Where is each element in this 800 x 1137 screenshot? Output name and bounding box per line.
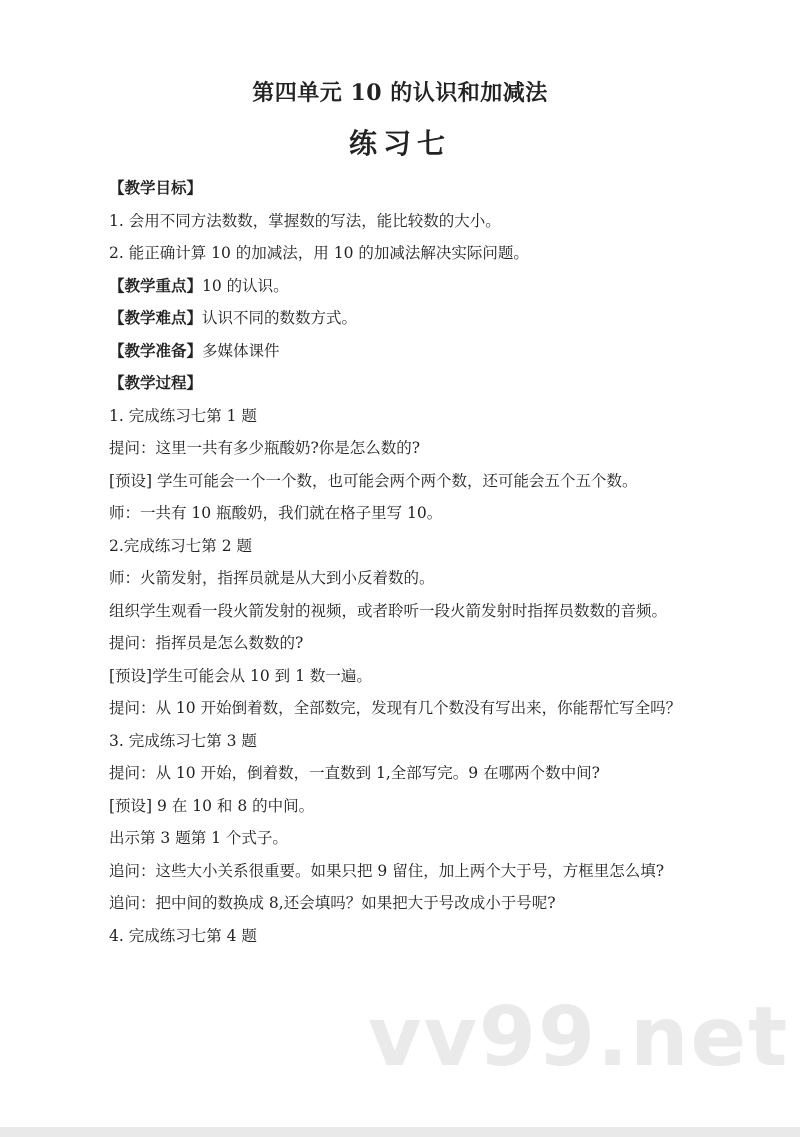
process-line: 组织学生观看一段火箭发射的视频，或者聆听一段火箭发射时指挥员数数的音频。 — [109, 601, 668, 620]
goal-item: 2. 能正确计算 10 的加减法，用 10 的加减法解决实际问题。 — [109, 244, 529, 262]
process-line: 提问：从 10 开始倒着数，全部数完，发现有几个数没有写出来，你能帮忙写全吗？ — [109, 699, 682, 717]
difficulty-label: 【教学难点】 — [109, 308, 203, 327]
process-line: 提问：从 10 开始，倒着数，一直数到 1,全部写完。9 在哪两个数中间? — [109, 764, 600, 782]
lesson-title: 练习七 — [348, 127, 451, 160]
goal-item: 1. 会用不同方法数数，掌握数的写法，能比较数的大小。 — [109, 211, 501, 230]
key-point-text: 10 的认识。 — [202, 276, 289, 295]
watermark: vv99.net — [368, 990, 790, 1085]
process-line: 出示第 3 题第 1 个式子。 — [109, 829, 288, 847]
process-line: 提问：指挥员是怎么数数的? — [109, 634, 304, 652]
process-line: [预设]学生可能会从 10 到 1 数一遍。 — [109, 666, 372, 685]
process-line: [预设] 学生可能会一个一个数，也可能会两个两个数，还可能会五个五个数。 — [109, 471, 638, 490]
preparation-label: 【教学准备】 — [109, 340, 203, 360]
process-line: 2.完成练习七第 2 题 — [109, 536, 253, 555]
process-line: 1. 完成练习七第 1 题 — [109, 406, 257, 425]
document-body — [109, 172, 694, 952]
page-bottom-edge — [0, 1127, 800, 1137]
process-line: 3. 完成练习七第 3 题 — [109, 731, 257, 750]
process-line: 师：火箭发射，指挥员就是从大到小反着数的。 — [109, 569, 435, 587]
difficulty-text: 认识不同的数数方式。 — [202, 309, 358, 327]
process-heading: 【教学过程】 — [109, 373, 203, 392]
teaching-goal-heading: 【教学目标】 — [109, 178, 203, 197]
process-line: 4. 完成练习七第 4 题 — [109, 926, 257, 945]
key-point-label: 【教学重点】 — [109, 275, 203, 295]
process-line: 追问：把中间的数换成 8,还会填吗？如果把大于号改成小于号呢? — [109, 894, 556, 912]
process-line: [预设] 9 在 10 和 8 的中间。 — [109, 796, 315, 815]
difficulty-row — [109, 302, 694, 335]
key-point-row — [109, 270, 694, 303]
process-line: 提问：这里一共有多少瓶酸奶?你是怎么数的? — [109, 439, 421, 457]
preparation-text: 多媒体课件 — [202, 341, 280, 360]
process-line: 追问：这些大小关系很重要。如果只把 9 留住，加上两个大于号，方框里怎么填? — [109, 861, 665, 880]
process-line: 师：一共有 10 瓶酸奶，我们就在格子里写 10。 — [109, 504, 443, 522]
unit-title: 第四单元 10 的认识和加减法 — [252, 80, 548, 106]
preparation-row — [109, 335, 694, 368]
